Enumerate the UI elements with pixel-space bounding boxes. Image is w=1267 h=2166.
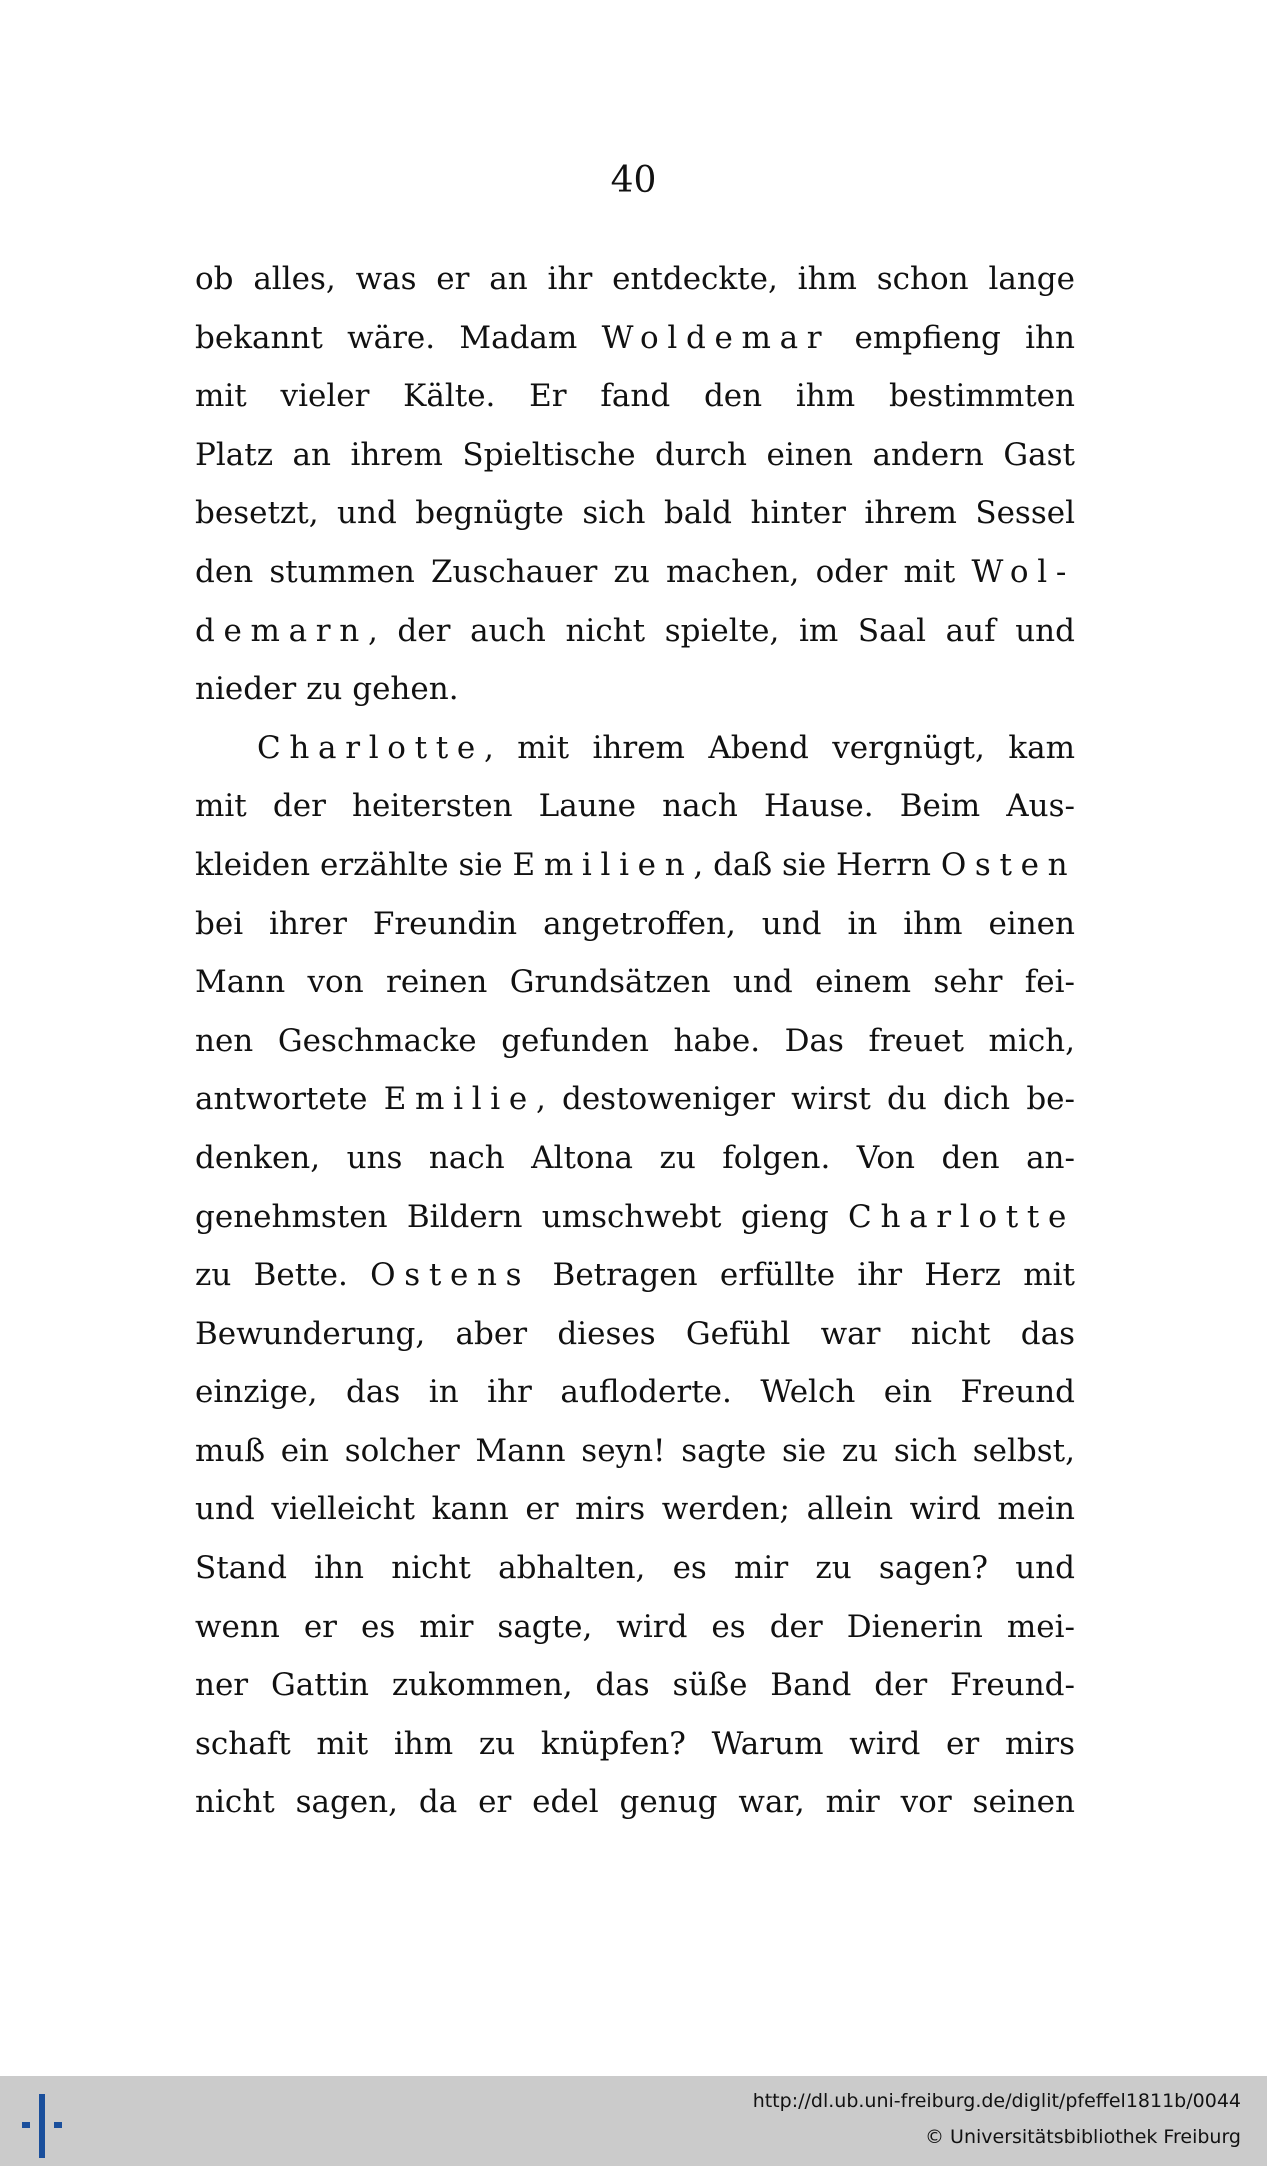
- text-line: [195, 836, 1075, 895]
- emphasized-name: Charlotte: [257, 729, 484, 766]
- text-segment: ner Gattin zukommen, das süße Band der Freund-: [195, 1667, 1075, 1704]
- text-line: [195, 1363, 1075, 1422]
- text-segment: , daß sie Herrn: [693, 846, 941, 883]
- text-segment: genehmsten Bildern umschwebt gieng: [195, 1198, 849, 1235]
- text-line: [195, 1773, 1075, 1832]
- text-line: [195, 1012, 1075, 1071]
- emphasized-name: Charlotte: [848, 1198, 1075, 1235]
- text-segment: bei ihrer Freundin angetroffen, und in ihm einen: [195, 905, 1075, 942]
- emphasized-name: demarn: [195, 612, 368, 649]
- text-segment: mit der heitersten Laune nach Hause. Beim Aus-: [195, 788, 1075, 825]
- text-segment: nieder zu gehen.: [195, 671, 459, 708]
- text-line: [195, 1070, 1075, 1129]
- text-line: [195, 1598, 1075, 1657]
- text-segment: Platz an ihrem Spieltische durch einen andern Gast: [195, 436, 1075, 473]
- text-segment: kleiden erzählte sie: [195, 846, 513, 883]
- text-line: [195, 1129, 1075, 1188]
- text-segment: mit vieler Kälte. Er fand den ihm bestimmten: [195, 378, 1075, 415]
- text-segment: Bewunderung, aber dieses Gefühl war nicht das: [195, 1315, 1075, 1352]
- page-number: 40: [610, 160, 657, 201]
- text-segment: ob alles, was er an ihr entdeckte, ihm schon lange: [195, 261, 1075, 297]
- text-segment: denken, uns nach Altona zu folgen. Von den an-: [195, 1139, 1075, 1176]
- text-segment: Mann von reinen Grundsätzen und einem sehr fei-: [195, 964, 1075, 1001]
- footer-copyright: © Universitätsbibliothek Freiburg: [925, 2126, 1241, 2148]
- text-segment: Stand ihn nicht abhalten, es mir zu sagen? und: [195, 1550, 1075, 1587]
- text-segment: , destoweniger wirst du dich be-: [535, 1081, 1075, 1118]
- emphasized-name: Emilie: [383, 1081, 536, 1118]
- text-line: [195, 1480, 1075, 1539]
- text-line: [195, 1539, 1075, 1598]
- ub-freiburg-logo-icon: [22, 2094, 62, 2158]
- body-text: [195, 250, 1075, 1832]
- text-segment: und vielleicht kann er mirs werden; allein wird mein: [195, 1491, 1075, 1528]
- text-segment: , mit ihrem Abend vergnügt, kam: [483, 729, 1075, 766]
- text-line: [195, 426, 1075, 485]
- text-line: [195, 1715, 1075, 1774]
- text-segment: schaft mit ihm zu knüpfen? Warum wird er mirs: [195, 1725, 1075, 1762]
- text-line: [195, 1305, 1075, 1364]
- text-segment: einzige, das in ihr aufloderte. Welch ein Freund: [195, 1374, 1075, 1411]
- text-line: [195, 367, 1075, 426]
- text-segment: nen Geschmacke gefunden habe. Das freuet mich,: [195, 1022, 1075, 1059]
- footer-bar: [0, 2076, 1267, 2166]
- text-line: [195, 895, 1075, 954]
- text-line: [195, 777, 1075, 836]
- text-segment: zu Bette.: [195, 1257, 371, 1294]
- footer-url-link[interactable]: http://dl.ub.uni-freiburg.de/diglit/pfeffel1811b/0044: [752, 2090, 1241, 2112]
- text-segment: nicht sagen, da er edel genug war, mir vor seinen: [195, 1784, 1075, 1821]
- text-segment: Betragen erfüllte ihr Herz mit: [530, 1257, 1075, 1294]
- text-segment: wenn er es mir sagte, wird es der Dienerin mei-: [195, 1608, 1075, 1645]
- text-line: [195, 660, 1075, 719]
- text-line: [195, 543, 1075, 602]
- text-segment: besetzt, und begnügte sich bald hinter ihrem Sessel: [195, 495, 1075, 532]
- text-line: [195, 719, 1075, 778]
- text-segment: bekannt wäre. Madam: [195, 319, 602, 356]
- text-line: [195, 602, 1075, 661]
- emphasized-name: Ostens: [370, 1257, 531, 1294]
- text-line: [195, 1422, 1075, 1481]
- text-line: [195, 953, 1075, 1012]
- text-line: [195, 1656, 1075, 1715]
- text-segment: empfieng ihn: [830, 319, 1075, 356]
- text-line: [195, 1246, 1075, 1305]
- emphasized-name: Woldemar: [601, 319, 831, 356]
- text-line: [195, 309, 1075, 368]
- text-segment: muß ein solcher Mann seyn! sagte sie zu sich selbst,: [195, 1432, 1075, 1469]
- emphasized-name: Osten: [940, 846, 1077, 883]
- text-line: [195, 484, 1075, 543]
- emphasized-name: Wol-: [971, 553, 1075, 590]
- text-segment: , der auch nicht spielte, im Saal auf und: [367, 612, 1075, 649]
- text-line: [195, 1188, 1075, 1247]
- text-segment: den stummen Zuschauer zu machen, oder mit: [195, 553, 972, 590]
- emphasized-name: Emilien: [512, 846, 694, 883]
- text-line: [195, 250, 1075, 309]
- text-segment: antwortete: [195, 1081, 384, 1118]
